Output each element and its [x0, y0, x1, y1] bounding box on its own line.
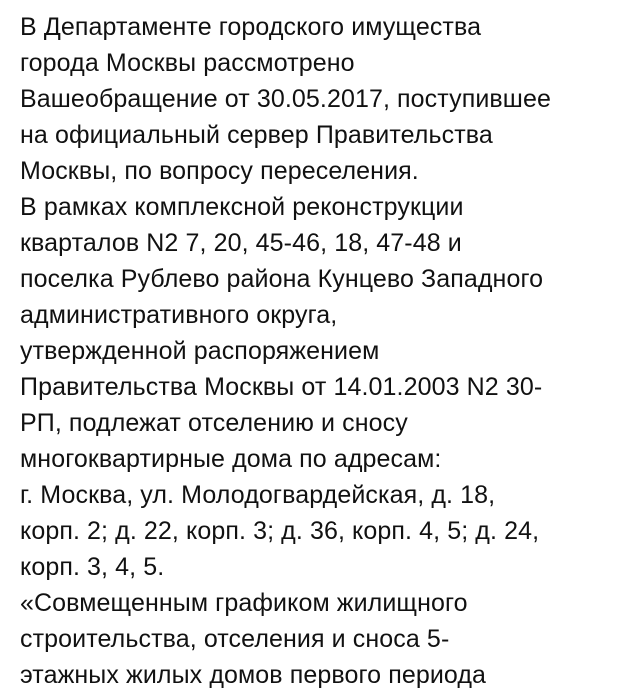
text-line-15: корп. 2; д. 22, корп. 3; д. 36, корп. 4, 5; д. 24,	[20, 517, 540, 545]
text-line-5: Москвы, по вопросу переселения.	[20, 157, 419, 185]
text-line-3: Вашеобращение от 30.05.2017, поступившее	[20, 85, 551, 113]
text-line-9: административного округа,	[20, 301, 338, 329]
text-line-16: корп. 3, 4, 5.	[20, 553, 165, 581]
text-line-4: на официальный сервер Правительства	[20, 121, 493, 149]
text-line-8: поселка Рублево района Кунцево Западного	[20, 265, 544, 293]
document-text	[20, 9, 635, 693]
text-line-17: «Совмещенным графиком жилищного	[20, 589, 468, 617]
text-line-11: Правительства Москвы от 14.01.2003 N2 30-	[20, 373, 543, 401]
text-line-7: кварталов N2 7, 20, 45-46, 18, 47-48 и	[20, 229, 462, 257]
text-line-6: В рамках комплексной реконструкции	[20, 193, 464, 221]
text-line-18: строительства, отселения и сноса 5-	[20, 625, 450, 653]
text-line-13: многоквартирные дома по адресам:	[20, 445, 442, 473]
text-line-14: г. Москва, ул. Молодогвардейская, д. 18,	[20, 481, 496, 509]
text-line-2: города Москвы рассмотрено	[20, 49, 355, 77]
text-line-1: В Департаменте городского имущества	[20, 13, 482, 41]
text-line-19: этажных жилых домов первого периода	[20, 661, 487, 689]
text-line-10: утвержденной распоряжением	[20, 337, 380, 365]
text-line-12: РП, подлежат отселению и сносу	[20, 409, 408, 437]
